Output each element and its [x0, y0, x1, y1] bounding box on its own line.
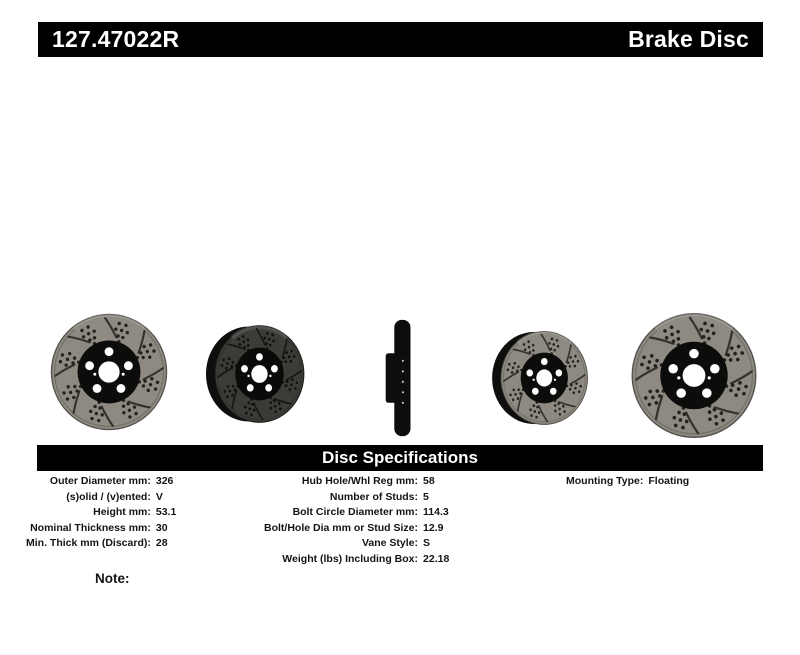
spec-label: Mounting Type:: [566, 475, 644, 487]
brake-disc-edge-profile-view-image: [383, 316, 417, 440]
spec-value: 326: [155, 475, 174, 487]
spec-label: Outer Diameter mm:: [49, 475, 151, 487]
brake-disc-angled-view-image: [490, 313, 590, 443]
header-bar: [38, 22, 763, 57]
spec-label: (s)olid / (v)ented:: [66, 490, 151, 503]
spec-value: 5: [423, 490, 429, 503]
spec-row: [26, 521, 176, 537]
spec-label: Hub Hole/Whl Reg mm:: [301, 475, 419, 487]
spec-column-middle: [264, 474, 449, 567]
product-type-title: Brake Disc: [628, 26, 749, 52]
spec-row: [264, 474, 449, 490]
brake-disc-front-view-image: [47, 308, 171, 436]
spec-table-right: [566, 474, 689, 490]
spec-section-title: Disc Specifications: [322, 448, 478, 467]
spec-value: 58: [423, 475, 435, 487]
spec-table-left: [26, 474, 176, 552]
spec-label: Height mm:: [93, 506, 151, 518]
spec-value: V: [155, 490, 163, 503]
part-number: 127.47022R: [52, 26, 180, 52]
spec-label: Nominal Thickness mm:: [30, 521, 151, 534]
spec-row: [264, 536, 449, 552]
spec-value: 22.18: [423, 552, 450, 565]
spec-value: 12.9: [423, 521, 444, 534]
spec-row: [26, 474, 176, 490]
spec-value: 30: [155, 521, 168, 534]
spec-row: [26, 505, 176, 521]
spec-row: [26, 490, 176, 506]
spec-value: S: [423, 537, 431, 549]
brake-disc-angled-dark-view-image: [203, 311, 307, 437]
spec-label: Min. Thick mm (Discard):: [26, 537, 151, 549]
spec-row: [264, 505, 449, 521]
spec-table-middle: [264, 474, 449, 567]
spec-column-right: [566, 474, 689, 490]
spec-value: 28: [155, 537, 168, 549]
spec-label: Weight (lbs) Including Box:: [282, 552, 419, 565]
note-label: Note:: [95, 571, 130, 586]
spec-row: [264, 552, 449, 568]
spec-label: Vane Style:: [361, 537, 419, 549]
spec-row: [264, 490, 449, 506]
spec-label: Number of Studs:: [329, 490, 419, 503]
spec-column-left: [26, 474, 176, 552]
spec-label: Bolt/Hole Dia mm or Stud Size:: [264, 521, 419, 534]
spec-value: 53.1: [155, 506, 177, 518]
spec-label: Bolt Circle Diameter mm:: [292, 506, 419, 518]
brake-disc-front-view-image: [626, 309, 762, 442]
spec-value: 114.3: [423, 506, 449, 518]
spec-row: [264, 521, 449, 537]
spec-row: [26, 536, 176, 552]
spec-value: Floating: [648, 475, 690, 487]
spec-row: [566, 474, 689, 490]
spec-section-header: [37, 445, 763, 471]
